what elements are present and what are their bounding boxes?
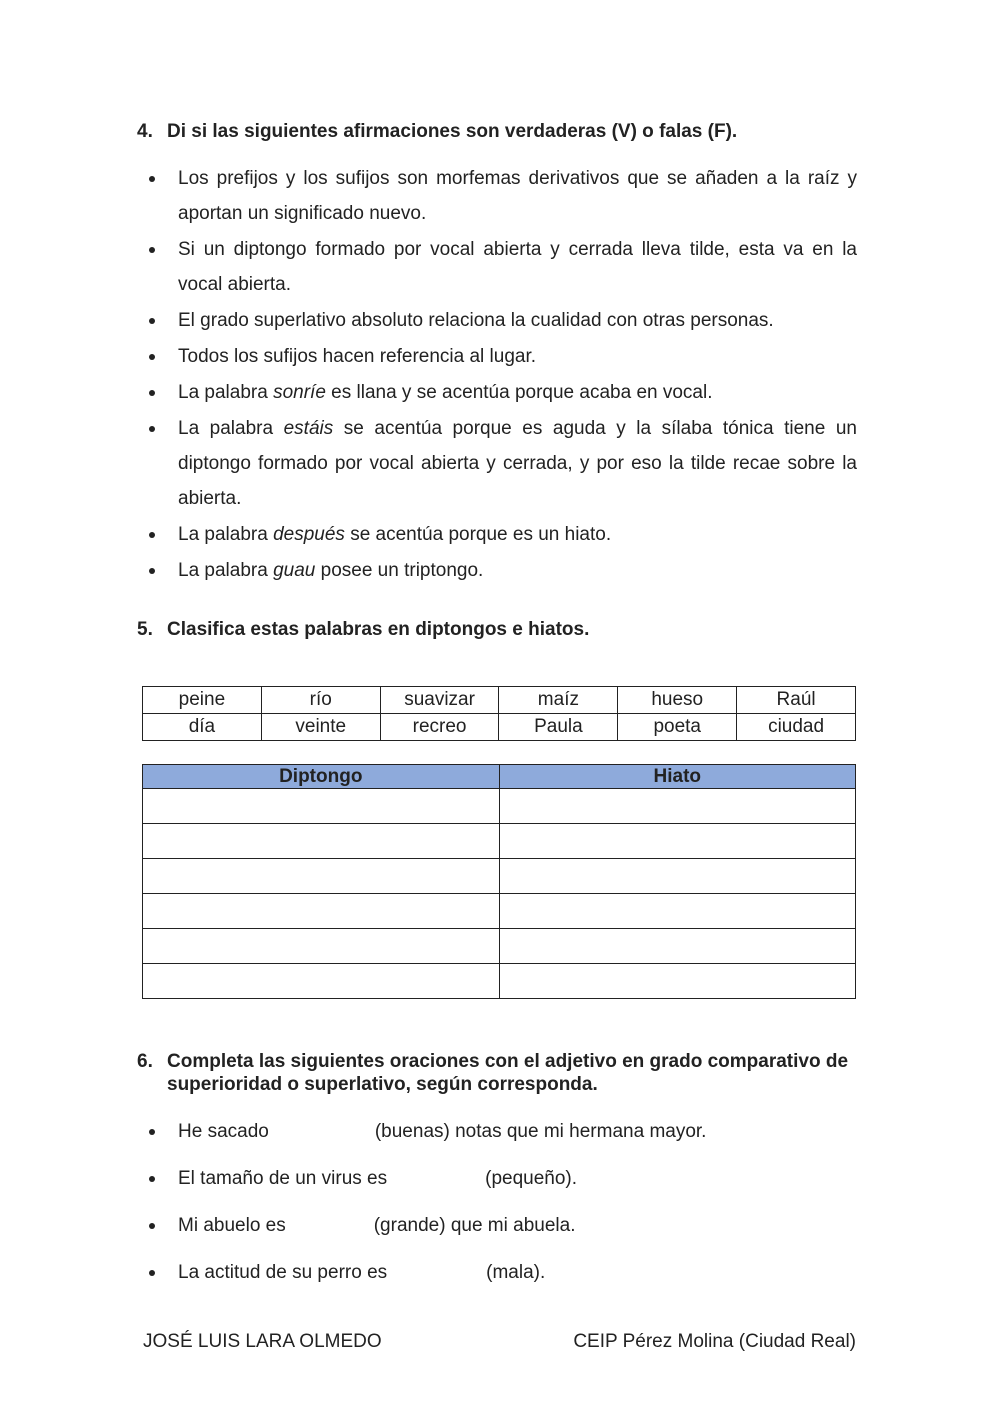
q6-title — [137, 1050, 857, 1096]
diptongo-header: Diptongo — [143, 765, 500, 789]
bullet-icon — [149, 390, 155, 396]
q4-statement: La palabra sonríe es llana y se acentúa porque acaba en vocal. — [145, 375, 857, 410]
q4-title-text: Di si las siguientes afirmaciones son verdaderas (V) o falas (F). — [167, 121, 738, 142]
q4-statement: Si un diptongo formado por vocal abierta y cerrada lleva tilde, esta va en la vocal abierta. — [145, 232, 857, 302]
q6-sentence: He sacado (buenas) notas que mi hermana mayor. — [145, 1114, 857, 1149]
table-row — [143, 789, 856, 824]
word-cell: peine — [143, 687, 262, 714]
highlighted-word: guau — [273, 560, 316, 581]
bullet-icon — [149, 426, 155, 432]
q4-statement: La palabra guau posee un triptongo. — [145, 553, 857, 588]
bullet-icon — [149, 568, 155, 574]
table-row — [143, 859, 856, 894]
hiato-answer-cell[interactable] — [499, 894, 856, 929]
table-row — [143, 687, 856, 714]
hiato-answer-cell[interactable] — [499, 859, 856, 894]
diptongo-answer-cell[interactable] — [143, 824, 500, 859]
q6-sentence-list — [145, 1114, 857, 1302]
footer-author: JOSÉ LUIS LARA OLMEDO — [143, 1331, 382, 1352]
hiato-answer-cell[interactable] — [499, 964, 856, 999]
bullet-icon — [149, 354, 155, 360]
q6-sentence: La actitud de su perro es (mala). — [145, 1255, 857, 1290]
q4-title — [137, 120, 857, 143]
q4-statement: Todos los sufijos hacen referencia al lugar. — [145, 339, 857, 374]
diptongo-answer-cell[interactable] — [143, 789, 500, 824]
word-cell: río — [261, 687, 380, 714]
table-header-row — [143, 765, 856, 789]
q6-sentence: Mi abuelo es (grande) que mi abuela. — [145, 1208, 857, 1243]
q4-statement: Los prefijos y los sufijos son morfemas derivativos que se añaden a la raíz y aportan un significado nuevo. — [145, 161, 857, 231]
bullet-icon — [149, 1176, 155, 1182]
q5-title — [137, 618, 857, 641]
highlighted-word: sonríe — [273, 382, 326, 403]
hiato-answer-cell[interactable] — [499, 789, 856, 824]
hiato-answer-cell[interactable] — [499, 929, 856, 964]
table-row — [143, 894, 856, 929]
q6-title-text: Completa las siguientes oraciones con el adjetivo en grado comparativo de superioridad o superlativo, según corresponda. — [167, 1051, 849, 1095]
word-cell: Raúl — [737, 687, 856, 714]
bullet-icon — [149, 1223, 155, 1229]
bullet-icon — [149, 532, 155, 538]
bullet-icon — [149, 1270, 155, 1276]
word-cell: hueso — [618, 687, 737, 714]
table-row — [143, 929, 856, 964]
diptongo-answer-cell[interactable] — [143, 894, 500, 929]
table-row — [143, 964, 856, 999]
word-cell: Paula — [499, 714, 618, 741]
bullet-icon — [149, 1129, 155, 1135]
footer-school: CEIP Pérez Molina (Ciudad Real) — [573, 1331, 856, 1352]
bullet-icon — [149, 318, 155, 324]
diptongo-answer-cell[interactable] — [143, 929, 500, 964]
word-cell: recreo — [380, 714, 499, 741]
table-row — [143, 824, 856, 859]
word-cell: ciudad — [737, 714, 856, 741]
highlighted-word: después — [273, 524, 345, 545]
bullet-icon — [149, 176, 155, 182]
word-cell: poeta — [618, 714, 737, 741]
highlighted-word: estáis — [283, 418, 334, 439]
table-row — [143, 714, 856, 741]
q4-statement: La palabra estáis se acentúa porque es aguda y la sílaba tónica tiene un diptongo formado por vocal abierta y cerrada, y por eso la tilde recae sobre la abierta. — [145, 411, 857, 516]
word-cell: suavizar — [380, 687, 499, 714]
word-cell: día — [143, 714, 262, 741]
diptongo-answer-cell[interactable] — [143, 964, 500, 999]
q6-sentence: El tamaño de un virus es (pequeño). — [145, 1161, 857, 1196]
word-cell: maíz — [499, 687, 618, 714]
q4-statement: El grado superlativo absoluto relaciona la cualidad con otras personas. — [145, 303, 857, 338]
bullet-icon — [149, 247, 155, 253]
hiato-answer-cell[interactable] — [499, 824, 856, 859]
q5-title-text: Clasifica estas palabras en diptongos e hiatos. — [167, 619, 590, 640]
word-bank-table — [142, 686, 856, 741]
q6-number: 6. — [137, 1051, 153, 1072]
q4-number: 4. — [137, 121, 153, 142]
q4-statement-list — [145, 161, 857, 589]
word-cell: veinte — [261, 714, 380, 741]
q5-number: 5. — [137, 619, 153, 640]
diptongo-answer-cell[interactable] — [143, 859, 500, 894]
classification-table — [142, 764, 856, 999]
q4-statement: La palabra después se acentúa porque es un hiato. — [145, 517, 857, 552]
hiato-header: Hiato — [499, 765, 856, 789]
